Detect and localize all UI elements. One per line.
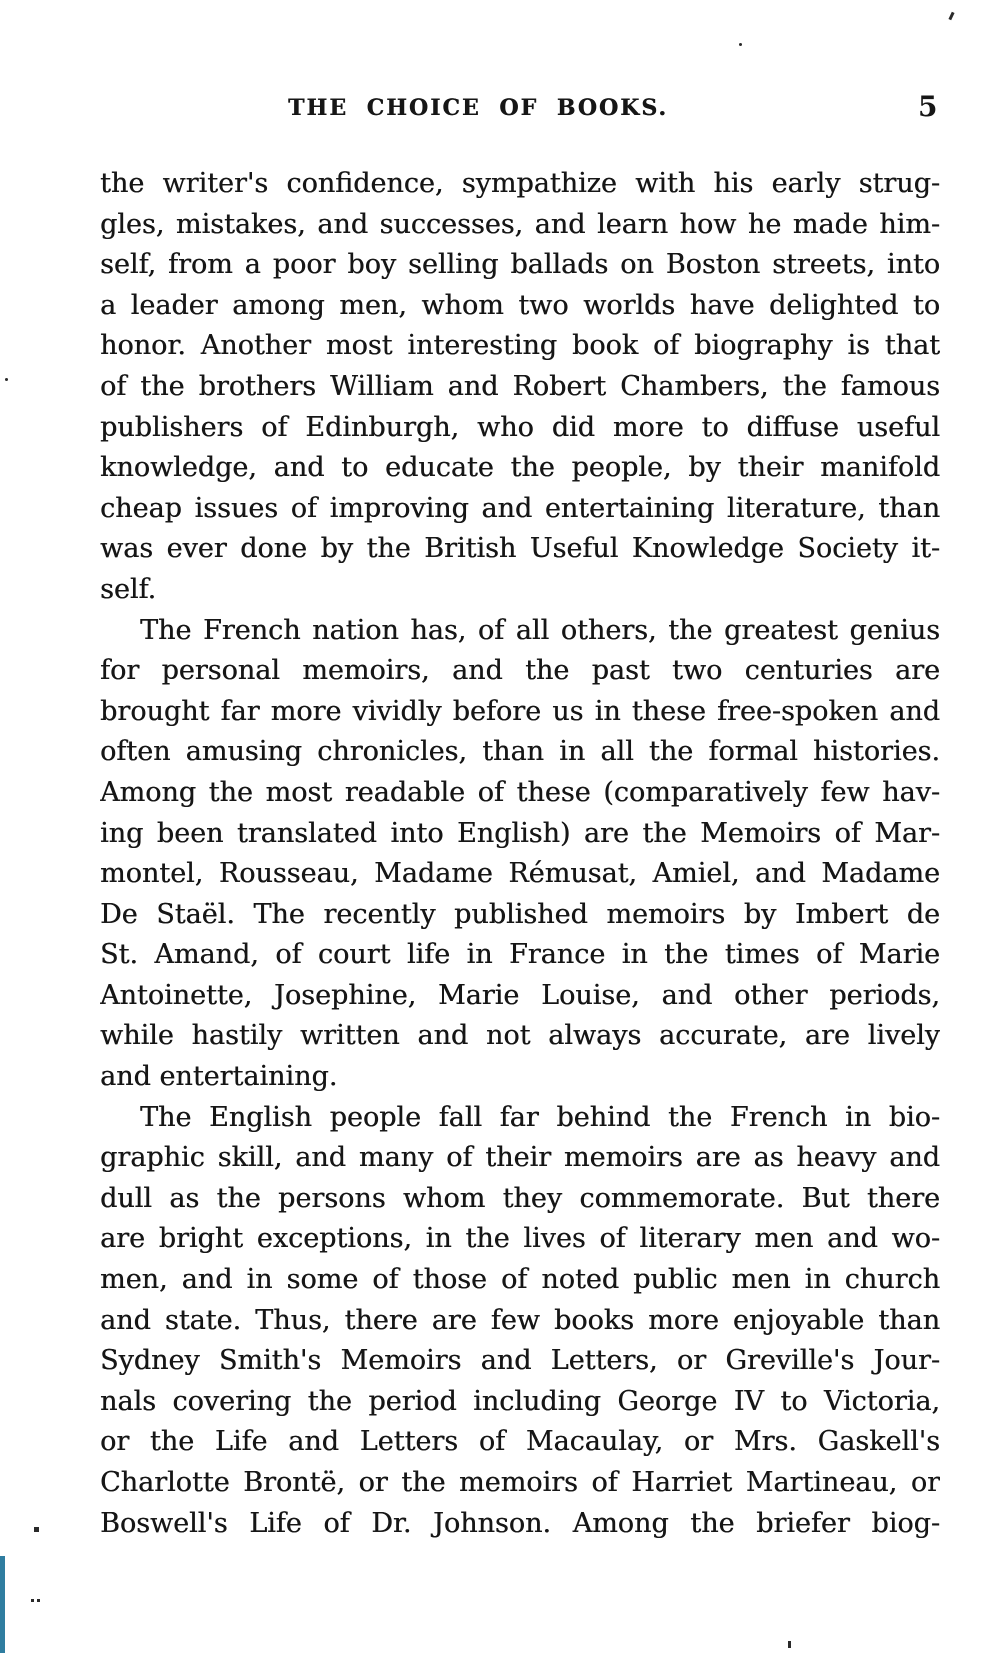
text-line: and state. Thus, there are few books more enjoyable than xyxy=(100,1304,940,1336)
text-line: for personal memoirs, and the past two centuries are xyxy=(100,655,940,687)
text-line: often amusing chronicles, than in all the formal histories. xyxy=(100,736,940,768)
running-header-title: THE CHOICE OF BOOKS. xyxy=(288,95,668,121)
text-line: self, from a poor boy selling ballads on Boston streets, into xyxy=(100,249,940,281)
text-line: gles, mistakes, and successes, and learn how he made him- xyxy=(100,208,940,240)
text-line: Sydney Smith's Memoirs and Letters, or Greville's Jour- xyxy=(100,1345,940,1377)
scan-speck xyxy=(34,1527,39,1532)
text-line: the writer's confidence, sympathize with his early strug- xyxy=(100,168,940,199)
text-line: of the brothers William and Robert Chambers, the famous xyxy=(100,370,940,402)
text-line: a leader among men, whom two worlds have delighted to xyxy=(100,289,940,321)
text-line: while hastily written and not always accurate, are lively xyxy=(100,1020,940,1052)
scan-speck xyxy=(31,1599,34,1602)
text-line: or the Life and Letters of Macaulay, or Mrs. Gaskell's xyxy=(100,1426,940,1458)
scan-speck xyxy=(37,1599,40,1602)
text-line: brought far more vividly before us in these free-spoken and xyxy=(100,695,940,727)
text-line: nals covering the period including George IV to Victoria, xyxy=(100,1385,940,1417)
text-line: knowledge, and to educate the people, by their manifold xyxy=(100,452,940,484)
text-line: publishers of Edinburgh, who did more to diffuse useful xyxy=(100,411,940,443)
text-line: Antoinette, Josephine, Marie Louise, and other periods, xyxy=(100,979,940,1011)
text-line: cheap issues of improving and entertaining literature, than xyxy=(100,492,940,524)
text-line: and entertaining. xyxy=(100,1061,338,1093)
text-line: St. Amand, of court life in France in the times of Marie xyxy=(100,939,940,971)
body-text xyxy=(100,164,940,1544)
paragraph xyxy=(100,611,940,1098)
text-line: Boswell's Life of Dr. Johnson. Among the briefer biog- xyxy=(100,1507,940,1539)
scan-speck xyxy=(788,1641,791,1648)
text-line: Among the most readable of these (comparatively few hav- xyxy=(100,776,940,808)
scan-speck xyxy=(739,43,742,46)
text-line: dull as the persons whom they commemorate. But there xyxy=(100,1182,940,1214)
text-line: honor. Another most interesting book of biography is that xyxy=(100,330,940,362)
text-line: The English people fall far behind the French in bio- xyxy=(140,1101,940,1133)
text-line: graphic skill, and many of their memoirs are as heavy and xyxy=(100,1142,940,1174)
scan-artifact-bar xyxy=(0,1556,5,1653)
scan-speck xyxy=(948,12,954,21)
text-line: ing been translated into English) are the Memoirs of Mar- xyxy=(100,817,940,849)
text-line: De Staël. The recently published memoirs by Imbert de xyxy=(100,898,940,930)
text-line: montel, Rousseau, Madame Rémusat, Amiel, and Madame xyxy=(100,858,940,890)
paragraph xyxy=(100,1098,940,1545)
text-line: self. xyxy=(100,573,157,605)
text-line: Charlotte Brontë, or the memoirs of Harriet Martineau, or xyxy=(100,1467,940,1498)
text-line: was ever done by the British Useful Knowledge Society it- xyxy=(100,533,940,565)
scan-speck xyxy=(5,378,8,381)
text-line: are bright exceptions, in the lives of literary men and wo- xyxy=(100,1223,940,1255)
paragraph xyxy=(100,164,940,611)
text-line: The French nation has, of all others, the greatest genius xyxy=(140,614,940,646)
text-line: men, and in some of those of noted public men in church xyxy=(100,1264,940,1296)
page-number: 5 xyxy=(918,90,938,123)
